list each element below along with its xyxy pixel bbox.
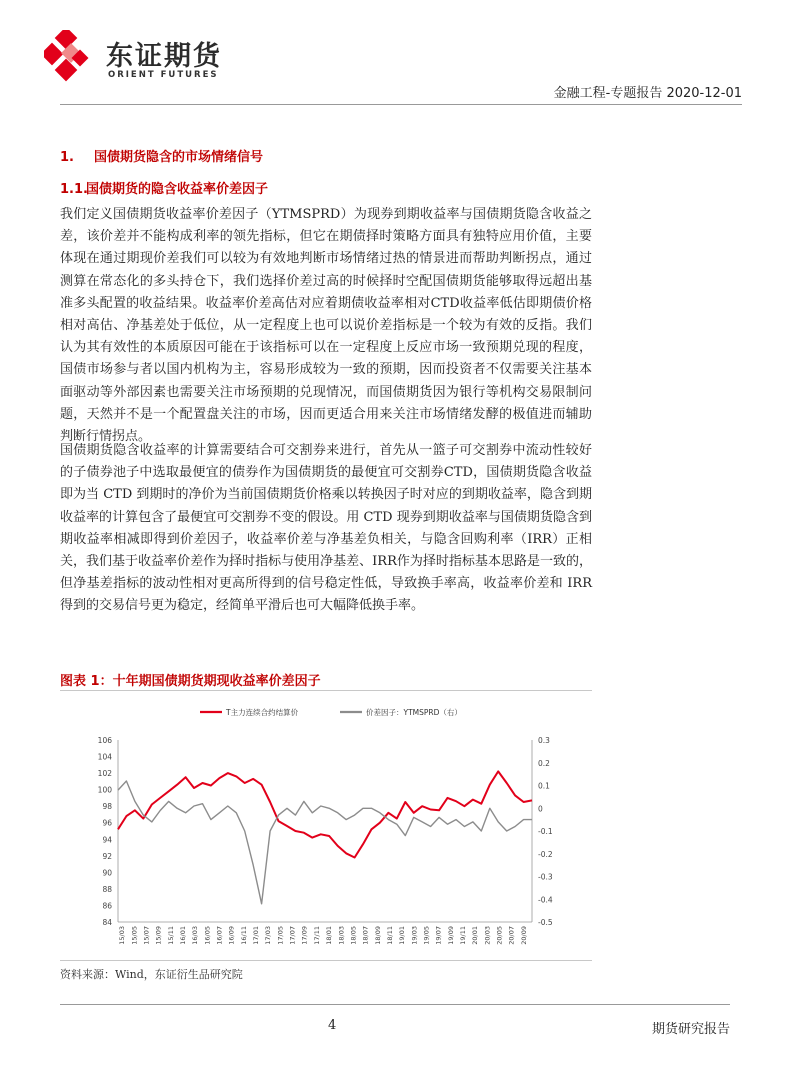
- company-logo: [44, 26, 224, 86]
- y-tick-right: -0.3: [538, 872, 553, 882]
- y-tick-right: -0.2: [538, 849, 553, 859]
- footer-label: 期货研究报告: [651, 1022, 730, 1037]
- x-tick-label: 19/03: [410, 926, 419, 945]
- logo-text-cn: 东证期货: [106, 41, 222, 72]
- x-tick-label: 16/01: [178, 926, 187, 945]
- y-tick-left: 94: [102, 835, 112, 845]
- logo-text-en: ORIENT FUTURES: [108, 70, 219, 80]
- x-tick-label: 19/11: [459, 926, 468, 945]
- x-tick-label: 20/03: [483, 926, 492, 945]
- section-1-1-title: 国债期货的隐含收益率价差因子: [86, 182, 269, 197]
- y-tick-left: 106: [97, 736, 112, 745]
- y-tick-left: 100: [97, 785, 112, 795]
- x-tick-label: 19/09: [446, 926, 455, 945]
- x-tick-label: 18/07: [361, 926, 370, 945]
- x-tick-label: 18/01: [325, 926, 334, 945]
- section-1-1-heading: [60, 178, 268, 197]
- x-tick-label: 19/05: [422, 926, 431, 945]
- series-line-price: [118, 771, 532, 857]
- x-tick-label: 15/05: [130, 926, 139, 945]
- y-tick-right: 0.2: [538, 758, 550, 768]
- body-paragraph-1: 我们定义国债期货收益率价差因子（YTMSPRD）为现券到期收益率与国债期货隐含收益之差，该价差并不能构成利率的领先指标，但它在期债择时策略方面具有独特应用价值，主要体现在通过期现价差我们可以较为有效地判断市场情绪过热的情景进而帮助判断拐点，通过测算在常态化的多头持仓下，我们选择价差过高的时候择时空配国债期货能够取得远超出基准多头配置的收益结果。收益率价差高估对应着期债收益率相对CTD收益率低估即期债价格相对高估、净基差处于低位，从一定程度上也可以说价差指标是一个较为有效的反指。我们认为其有效性的本质原因可能在于该指标可以在一定程度上反应市场一致预期兑现的程度，国债市场参与者以国内机构为主，容易形成较为一致的预期，因而投资者不仅需要关注基本面驱动等外部因素也需要关注市场预期的兑现情况，而国债期货因为银行等机构交易限制问题，天然并不是一个配置盘关注的市场，因而更适合用来关注市场情绪发酵的极值进而辅助判断行情拐点。: [60, 207, 592, 445]
- y-tick-right: -0.1: [538, 827, 553, 836]
- series-line-spread: [118, 781, 532, 904]
- x-tick-label: 16/11: [239, 926, 248, 945]
- x-tick-label: 17/01: [252, 926, 261, 945]
- legend-label-price: T主力连续合约结算价: [226, 708, 299, 717]
- x-tick-label: 15/11: [166, 926, 175, 945]
- x-tick-label: 15/07: [142, 926, 151, 945]
- y-tick-left: 84: [102, 918, 112, 927]
- figure-source: 资料来源：Wind，东证衍生品研究院: [60, 968, 243, 981]
- y-tick-right: -0.4: [538, 895, 553, 905]
- x-tick-label: 20/01: [471, 926, 480, 945]
- x-tick-label: 15/03: [118, 926, 127, 945]
- figure-title: 图表 1：十年期国债期货期现收益率价差因子: [60, 674, 321, 689]
- section-1-number: 1.: [60, 150, 74, 165]
- figure-bottom-rule: [60, 960, 592, 961]
- logo-mark-icon: [44, 30, 96, 82]
- page-number: 4: [328, 1018, 337, 1033]
- x-tick-label: 20/05: [495, 926, 504, 945]
- x-tick-label: 18/09: [373, 926, 382, 945]
- y-tick-right: 0: [538, 804, 543, 814]
- y-tick-left: 102: [97, 769, 112, 779]
- x-tick-label: 19/07: [434, 926, 443, 945]
- x-tick-label: 19/01: [398, 926, 407, 945]
- y-tick-left: 92: [102, 851, 112, 861]
- x-tick-label: 16/05: [203, 926, 212, 945]
- y-tick-right: 0.1: [538, 781, 550, 791]
- y-tick-left: 98: [102, 802, 112, 812]
- y-tick-left: 88: [102, 884, 112, 894]
- x-tick-label: 16/07: [215, 926, 224, 945]
- section-1-heading: [60, 146, 263, 165]
- legend-label-spread: 价差因子：YTMSPRD（右）: [366, 708, 462, 717]
- x-tick-label: 16/03: [191, 926, 200, 945]
- x-tick-label: 17/07: [288, 926, 297, 945]
- x-tick-label: 18/05: [349, 926, 358, 945]
- y-tick-left: 96: [102, 818, 112, 828]
- y-tick-right: -0.5: [538, 918, 553, 927]
- x-tick-label: 17/11: [312, 926, 321, 945]
- footer-divider: [60, 1004, 730, 1005]
- y-tick-right: 0.3: [538, 736, 550, 745]
- body-paragraph-2: 国债期货隐含收益率的计算需要结合可交割券来进行，首先从一篮子可交割券中流动性较好的子债券池子中选取最便宜的债券作为国债期货的最便宜可交割券CTD，国债期货隐含收益即为当 CTD 到期时的净价为当前国债期货价格乘以转换因子时对应的到期收益率，隐含到期收益率的计算包含了最便宜可交割券不变的假设。用 CTD 现券到期收益率与国债期货隐含到期收益率相减即得到价差因子，收益率价差与净基差负相关，与隐含回购利率（IRR）正相关，我们基于收益率价差作为择时指标与使用净基差、IRR作为择时指标基本思路是一致的，但净基差指标的波动性相对更高所得到的信号稳定性低，导致换手率高，收益率价差和 IRR 得到的交易信号更为稳定，经简单平滑后也可大幅降低换手率。: [60, 443, 592, 614]
- figure-top-rule: [60, 690, 592, 691]
- x-tick-label: 17/05: [276, 926, 285, 945]
- section-1-title: 国债期货隐含的市场情绪信号: [94, 150, 264, 165]
- x-tick-label: 18/03: [337, 926, 346, 945]
- y-tick-left: 90: [102, 868, 112, 878]
- section-1-1-number: 1.1.: [60, 182, 88, 197]
- x-tick-label: 17/03: [264, 926, 273, 945]
- x-tick-label: 17/09: [300, 926, 309, 945]
- y-tick-left: 86: [102, 901, 112, 911]
- yield-spread-chart: [60, 692, 592, 960]
- x-tick-label: 20/09: [519, 926, 528, 945]
- y-tick-left: 104: [97, 752, 112, 762]
- x-tick-label: 20/07: [507, 926, 516, 945]
- x-tick-label: 16/09: [227, 926, 236, 945]
- x-tick-label: 15/09: [154, 926, 163, 945]
- report-info: 金融工程-专题报告 2020-12-01: [553, 86, 742, 101]
- header-divider: [60, 104, 742, 105]
- x-tick-label: 18/11: [385, 926, 394, 945]
